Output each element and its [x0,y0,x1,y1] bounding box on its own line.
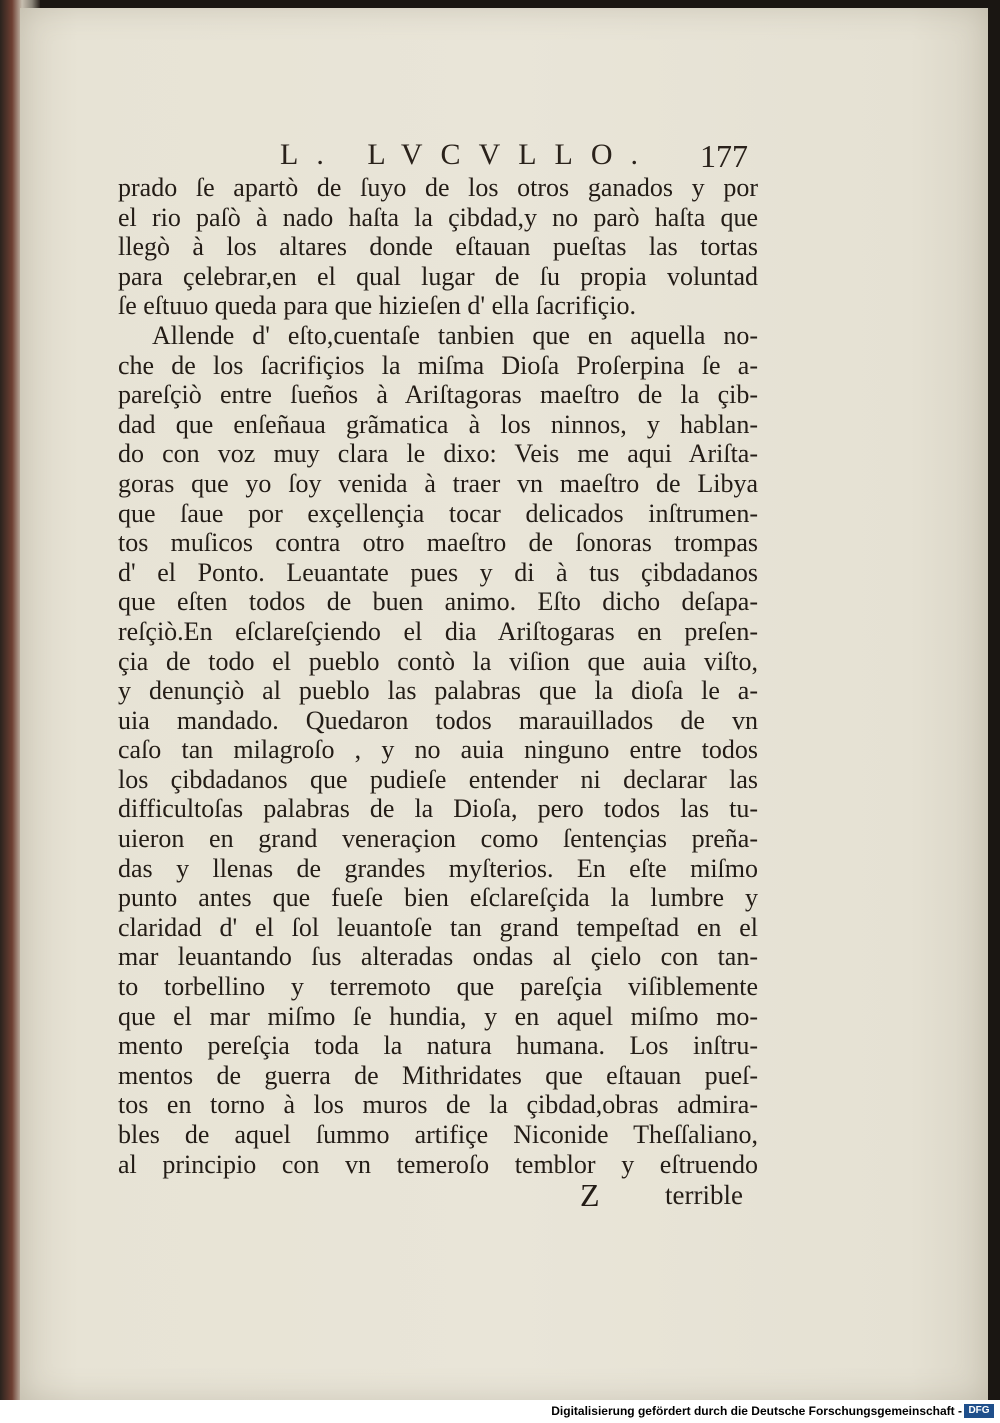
text-line: uia mandado. Quedaron todos marauillados de vn [118,705,758,735]
text-line: ſe eſtuuo queda para que hizieſen d' ella ſacrifiçio. [118,291,636,321]
catchword: terrible [665,1180,743,1210]
text-line: das y llenas de grandes myſterios. En eſte miſmo [118,853,758,883]
text-line: que el mar miſmo ſe hundia, y en aquel miſmo mo- [118,1001,758,1031]
text-line: claridad d' el ſol leuantoſe tan grand tempeſtad en el [118,912,758,942]
text-line: difficultoſas palabras de la Dioſa, pero todos las tu- [118,794,758,824]
digitization-credit: Digitalisierung gefördert durch die Deutsche Forschungsgemeinschaft - [551,1404,962,1418]
text-line: Allende d' eſto,cuentaſe tanbien que en aquella no- [152,320,758,350]
text-line: el rio paſò à nado haſta la çibdad,y no parò haſta que [118,202,758,232]
signature-mark: Z [580,1177,600,1213]
page-number: 177 [700,138,748,174]
text-line: d' el Ponto. Leuantate pues y di à tus çibdadanos [118,557,758,587]
text-line: to torbellino y terremoto que pareſçia viſiblemente [118,972,758,1002]
text-line: çia de todo el pueblo contò la viſion que auia viſto, [118,646,758,676]
text-line: uieron en grand veneraçion como ſentençias preña- [118,824,758,854]
text-line: prado ſe apartò de ſuyo de los otros ganados y por [118,173,758,202]
text-line: tos en torno à los muros de la çibdad,obras admira- [118,1090,758,1120]
text-line: caſo tan milagroſo , y no auia ninguno entre todos [118,735,758,765]
text-line: dad que enſeñaua grãmatica à los ninnos, y hablan- [118,409,758,439]
running-head: L. LVCVLLO. [280,138,657,171]
page-foot [118,1177,758,1211]
text-line: los çibdadanos que pudieſe entender ni declarar las [118,764,758,794]
text-line: que ſaue por exçellençia tocar delicados inſtrumen- [118,498,758,528]
text-line: pareſçiò entre ſueños à Ariſtagoras maeſtro de la çib- [118,380,758,410]
text-line: al principio con vn temeroſo temblor y eſtruendo [118,1149,758,1179]
text-line: llegò à los altares donde eſtauan pueſtas las tortas [118,232,758,262]
text-line: do con voz muy clara le dixo: Veis me aqui Ariſta- [118,439,758,469]
text-line: bles de aquel ſummo artifiçe Niconide Theſſaliano, [118,1120,758,1149]
text-line: punto antes que fueſe bien eſclareſçida la lumbre y [118,883,758,913]
text-line: que eſten todos de buen animo. Eſto dicho deſapa- [118,587,758,617]
text-line: goras que yo ſoy venida à traer vn maeſtro de Libya [118,468,758,498]
text-line: mentos de guerra de Mithridates que eſtauan pueſ- [118,1060,758,1090]
text-line: che de los ſacrifiçios la miſma Dioſa Proſerpina ſe a- [118,350,758,380]
text-line: y denunçiò al pueblo las palabras que la dioſa le a- [118,676,758,706]
body-text [118,173,758,1179]
text-line: reſçiò.En eſclareſçiendo el dia Ariſtogaras en preſen- [118,616,758,646]
text-line: para çelebrar,en el qual lugar de ſu propia voluntad [118,261,758,291]
digitization-footer [0,1400,1000,1423]
text-line: mento pereſçia toda la natura humana. Los inſtru- [118,1031,758,1061]
text-line: mar leuantando ſus alteradas ondas al çielo con tan- [118,942,758,972]
text-line: tos muſicos contra otro maeſtro de ſonoras trompas [118,528,758,558]
dfg-logo-icon: DFG [964,1404,994,1418]
